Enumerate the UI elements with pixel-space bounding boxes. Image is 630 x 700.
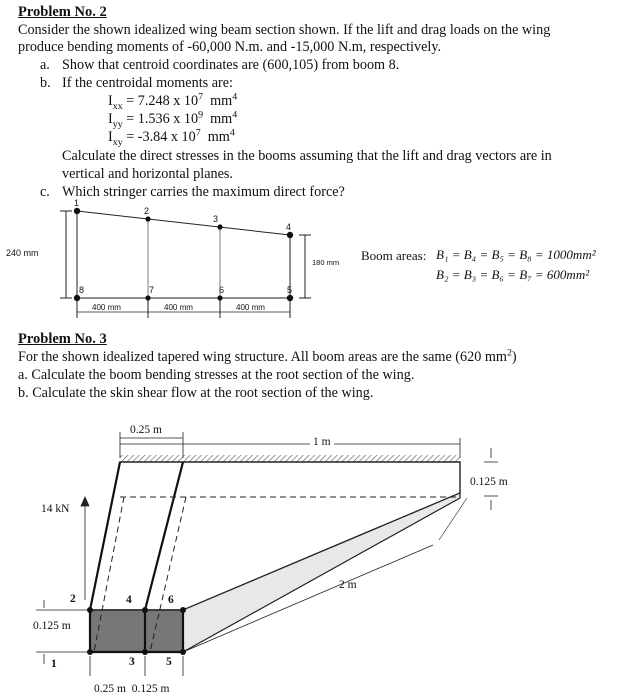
problem2-a-text: Show that centroid coordinates are (600,105) from boom 8. (62, 57, 400, 73)
boom-areas-line2: B₂ = B₃ = B₆ = B₇ = 600mm² (436, 267, 590, 282)
boom-label-7: 7 (149, 285, 155, 295)
load-label: 14 kN (41, 503, 70, 515)
problem3-b-text: b. Calculate the skin shear flow at the root section of the wing. (18, 385, 374, 401)
root-wall (120, 455, 460, 462)
problem2-b-marker: b. (40, 75, 51, 91)
problem2-title: Problem No. 2 (18, 4, 107, 20)
wing-boom-4 (142, 607, 148, 613)
boom-label-8: 8 (79, 285, 85, 295)
wing-boom-1 (87, 649, 93, 655)
problem3-a-text: a. Calculate the boom bending stresses at the root section of the wing. (18, 367, 415, 383)
problem2-c-text: Which stringer carries the maximum direct force? (62, 184, 345, 200)
wing-boom-label-5: 5 (166, 656, 172, 668)
spacing-label-1: 400 mm (92, 303, 121, 312)
root-height-label: 0.125 m (33, 620, 71, 632)
problem2-calc-line2: vertical and horizontal planes. (62, 166, 233, 182)
height-left-label: 240 mm (6, 248, 39, 258)
moment-iyy: $I_{yy} = 1.536$ x $10^9$ $mm^4$ (108, 109, 238, 130)
problem3-title: Problem No. 3 (18, 331, 107, 347)
moment-ixy: $I_{xy} = -3.84$ x $10^7$ $mm^4$ (108, 127, 235, 148)
top-width-label: 0.25 m (130, 424, 162, 436)
wing-boom-label-1: 1 (51, 658, 57, 670)
boom-label-2: 2 (144, 206, 150, 216)
wing-boom-label-6: 6 (168, 594, 174, 606)
problem2-intro-line1: Consider the shown idealized wing beam section shown. If the lift and drag loads on the wing (18, 22, 551, 38)
wing-boom-2 (87, 607, 93, 613)
boom-areas-label: Boom areas: (361, 248, 427, 263)
problem2-b-text: If the centroidal moments are: (62, 75, 233, 91)
wing-boom-6 (180, 607, 186, 613)
problem2-a-marker: a. (40, 57, 50, 73)
wing-boom-label-3: 3 (129, 656, 135, 668)
spacing-label-2: 400 mm (164, 303, 193, 312)
problem2-c-marker: c. (40, 184, 50, 200)
wing-boom-label-4: 4 (126, 594, 132, 606)
problem2-calc-line1: Calculate the direct stresses in the booms assuming that the lift and drag vectors are in (62, 148, 552, 164)
root-section (90, 610, 183, 652)
moment-ixx: $I_{xx} = 7.248$ x $10^7$ $mm^4$ (108, 91, 238, 112)
bottom-widths-label: 0.25 m 0.125 m (94, 683, 170, 695)
span-label: 1 m (310, 436, 334, 448)
spacing-label-3: 400 mm (236, 303, 265, 312)
wing-boom-label-2: 2 (70, 593, 76, 605)
boom-label-6: 6 (219, 285, 225, 295)
boom-label-1: 1 (74, 198, 80, 208)
tip-height-label: 0.125 m (470, 476, 508, 488)
problem3-intro: For the shown idealized tapered wing structure. All boom areas are the same (620 $mm^2$) (18, 347, 517, 365)
boom-label-5: 5 (287, 285, 293, 295)
height-right-label: 180 mm (312, 258, 340, 267)
boom-label-4: 4 (286, 222, 292, 232)
boom-areas-line1: B₁ = B₄ = B₅ = B₈ = 1000mm² (436, 247, 596, 262)
wing-boom-5 (180, 649, 186, 655)
wing-boom-3 (142, 649, 148, 655)
problem2-intro-line2: produce bending moments of -60,000 N.m. and -15,000 N.m, respectively. (18, 39, 442, 55)
length-label: 2 m (339, 579, 357, 591)
boom-label-3: 3 (213, 214, 219, 224)
